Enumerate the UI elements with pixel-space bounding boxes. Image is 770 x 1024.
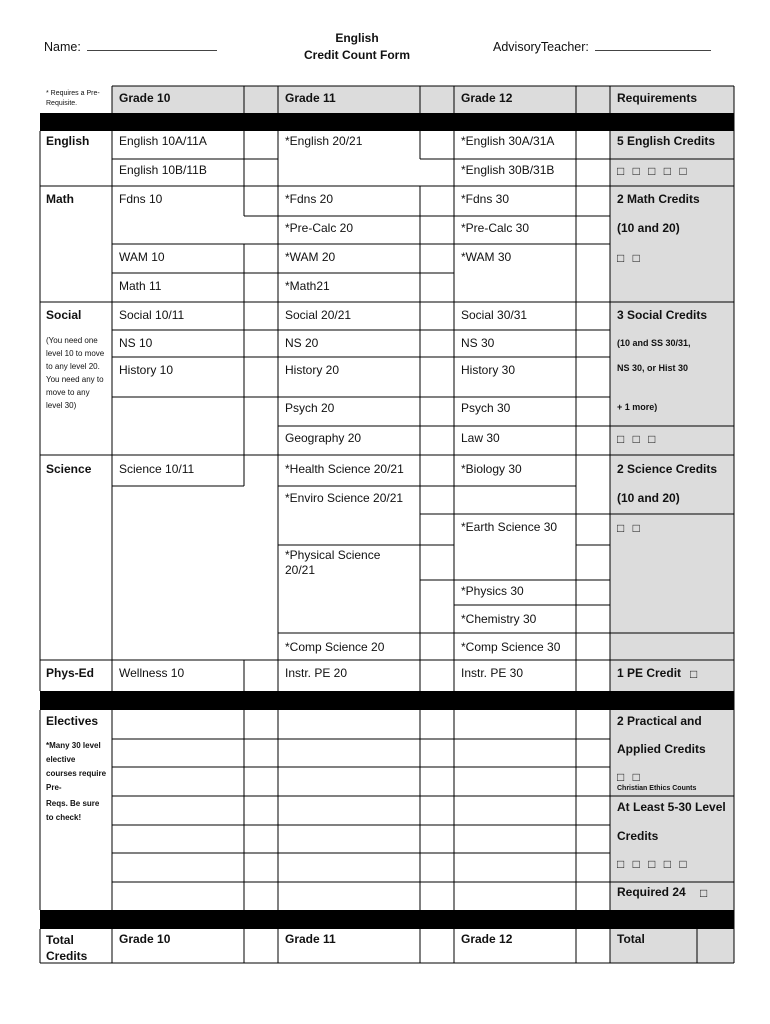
- header-grade10: Grade 10: [119, 91, 171, 105]
- math-g11-course-3: *WAM 20: [285, 250, 336, 264]
- math-g10-course-1: Fdns 10: [119, 192, 163, 206]
- english-checkboxes[interactable]: □ □ □ □ □: [617, 164, 687, 178]
- science-requirement-2: (10 and 20): [617, 491, 680, 505]
- header-grade12: Grade 12: [461, 91, 513, 105]
- electives-requirement-1: 2 Practical and: [617, 714, 702, 728]
- social-g12-course-3: History 30: [461, 363, 516, 377]
- science-g12-course-3: *Physics 30: [461, 584, 524, 598]
- total-grade10: Grade 10: [119, 932, 171, 946]
- physed-g10-course: Wellness 10: [119, 666, 185, 680]
- science-g11-course-3: *Physical Science 20/21: [285, 548, 381, 577]
- english-requirement: 5 English Credits: [617, 134, 716, 148]
- social-g11-course-5: Geography 20: [285, 431, 362, 445]
- math-g10-course-3: Math 11: [119, 279, 162, 293]
- christian-ethics-note: Christian Ethics Counts: [617, 785, 697, 792]
- social-requirement-4: + 1 more): [617, 402, 658, 412]
- social-g10-course-3: History 10: [119, 363, 174, 377]
- social-label: Social: [46, 308, 82, 322]
- header-requirements: Requirements: [617, 91, 698, 105]
- social-g10-course-2: NS 10: [119, 336, 153, 350]
- science-requirement-1: 2 Science Credits: [617, 462, 718, 476]
- total-required-label: Required 24: [617, 885, 686, 899]
- electives-note-2: Reqs. Be sure to check!: [46, 799, 100, 822]
- math-label: Math: [46, 192, 74, 206]
- form-title-line1: English: [335, 31, 379, 45]
- physed-label: Phys-Ed: [46, 666, 95, 680]
- math-g11-course-1: *Fdns 20: [285, 192, 334, 206]
- english-label: English: [46, 134, 90, 148]
- electives-checkboxes-1[interactable]: □ □: [617, 770, 640, 784]
- social-note: (You need one level 10 to move to any level 20. You need any to move to any level 30): [46, 336, 105, 410]
- social-g11-course-1: Social 20/21: [285, 308, 352, 322]
- science-g11-course-4: *Comp Science 20: [285, 640, 385, 654]
- science-g10-course-1: Science 10/11: [119, 462, 195, 476]
- divider-bar-top: [40, 113, 734, 131]
- social-g11-course-3: History 20: [285, 363, 340, 377]
- english-g12-course-2: *English 30B/31B: [461, 163, 555, 177]
- english-g10-course-1: English 10A/11A: [119, 134, 207, 148]
- total-grade11: Grade 11: [285, 932, 336, 946]
- science-g11-course-1: *Health Science 20/21: [285, 462, 404, 476]
- total-grade12: Grade 12: [461, 932, 513, 946]
- math-g10-course-2: WAM 10: [119, 250, 165, 264]
- electives-checkboxes-2[interactable]: □ □ □ □ □: [617, 857, 687, 871]
- total-credits-label: Total Credits: [46, 933, 88, 963]
- math-g12-course-3: *WAM 30: [461, 250, 512, 264]
- divider-bar-middle: [40, 691, 734, 710]
- social-requirement-3: NS 30, or Hist 30: [617, 363, 689, 373]
- math-g11-course-4: *Math21: [285, 279, 330, 293]
- science-g12-course-1: *Biology 30: [461, 462, 522, 476]
- social-g12-course-1: Social 30/31: [461, 308, 528, 322]
- electives-label: Electives: [46, 714, 99, 728]
- social-g10-course-1: Social 10/11: [119, 308, 185, 322]
- math-g12-course-2: *Pre-Calc 30: [461, 221, 530, 235]
- social-checkboxes[interactable]: □ □ □: [617, 432, 656, 446]
- physed-g12-course: Instr. PE 30: [461, 666, 524, 680]
- science-g11-course-2: *Enviro Science 20/21: [285, 491, 404, 505]
- english-g11-course-1: *English 20/21: [285, 134, 363, 148]
- physed-requirement: 1 PE Credit: [617, 666, 682, 680]
- english-g12-course-1: *English 30A/31A: [461, 134, 555, 148]
- social-g11-course-4: Psych 20: [285, 401, 335, 415]
- science-label: Science: [46, 462, 92, 476]
- electives-requirement-2: Applied Credits: [617, 742, 706, 756]
- form-title-line2: Credit Count Form: [304, 48, 410, 62]
- science-g12-course-5: *Comp Science 30: [461, 640, 561, 654]
- english-g10-course-2: English 10B/11B: [119, 163, 207, 177]
- physed-g11-course: Instr. PE 20: [285, 666, 348, 680]
- header-grade11: Grade 11: [285, 91, 336, 105]
- science-checkboxes[interactable]: □ □: [617, 521, 640, 535]
- social-g12-course-2: NS 30: [461, 336, 495, 350]
- physed-checkbox[interactable]: □: [690, 667, 698, 681]
- divider-bar-bottom: [40, 910, 734, 929]
- math-requirement-1: 2 Math Credits: [617, 192, 700, 206]
- math-requirement-2: (10 and 20): [617, 221, 680, 235]
- total-overall: Total: [617, 932, 645, 946]
- electives-requirement-4: Credits: [617, 829, 659, 843]
- electives-note-1: *Many 30 level elective courses require Pre-: [46, 741, 107, 792]
- total-required-checkbox[interactable]: □: [700, 886, 708, 900]
- math-g12-course-1: *Fdns 30: [461, 192, 510, 206]
- prerequisite-note: * Requires a Pre-Requisite.: [46, 90, 100, 107]
- social-g11-course-2: NS 20: [285, 336, 319, 350]
- science-g12-course-2: *Earth Science 30: [461, 520, 558, 534]
- advisory-teacher-label: AdvisoryTeacher:: [493, 40, 589, 54]
- name-label: Name:: [44, 40, 81, 54]
- math-g11-course-2: *Pre-Calc 20: [285, 221, 354, 235]
- math-checkboxes[interactable]: □ □: [617, 251, 640, 265]
- social-g12-course-5: Law 30: [461, 431, 500, 445]
- social-g12-course-4: Psych 30: [461, 401, 511, 415]
- science-g12-course-4: *Chemistry 30: [461, 612, 537, 626]
- electives-requirement-3: At Least 5-30 Level: [617, 800, 726, 814]
- social-requirement-1: 3 Social Credits: [617, 308, 708, 322]
- social-requirement-2: (10 and SS 30/31,: [617, 338, 691, 348]
